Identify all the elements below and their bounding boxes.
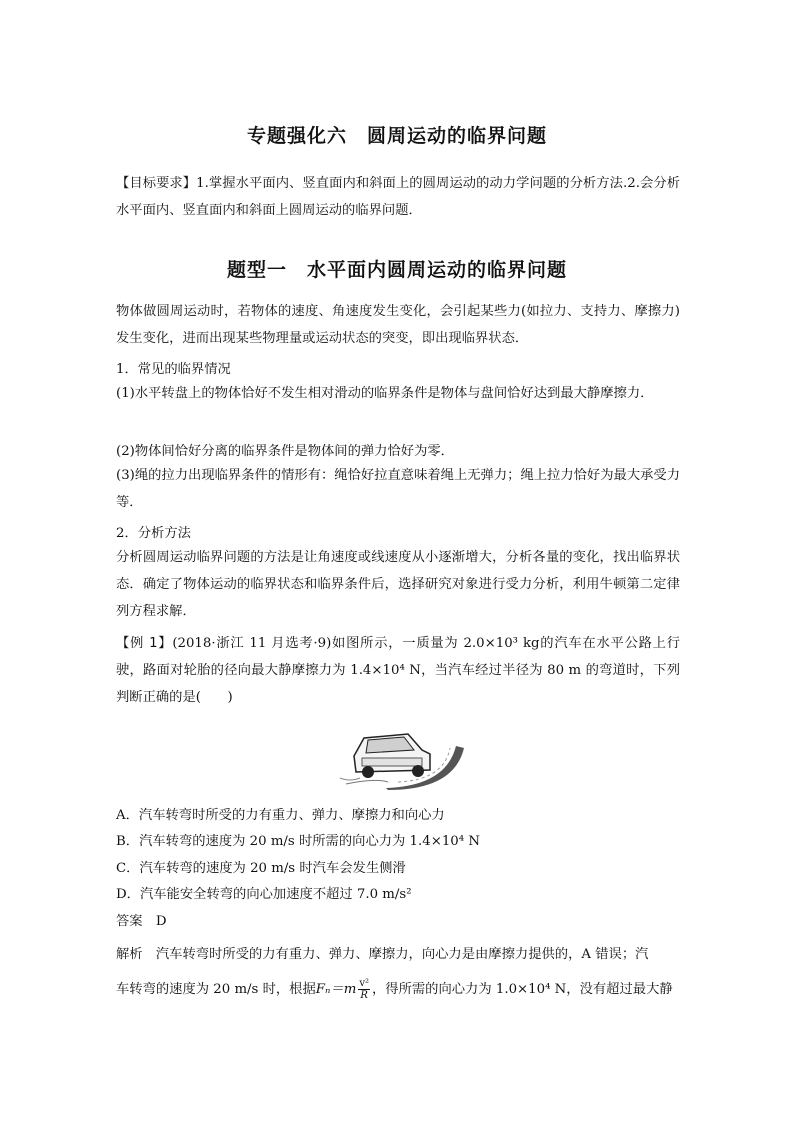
- example-1: [116, 630, 680, 711]
- option-c: C．汽车转弯的速度为 20 m/s 时汽车会发生侧滑: [116, 861, 406, 876]
- case-3: (3)绳的拉力出现临界条件的情形有：绳恰好拉直意味着绳上无弹力；绳上拉力恰好为最大承受力等．: [116, 468, 681, 510]
- example-tag: 【例 1】: [116, 636, 173, 651]
- method-paragraph: 分析圆周运动临界问题的方法是让角速度或线速度从小逐渐增大，分析各量的变化，找出临界状态．确定了物体运动的临界状态和临界条件后，选择研究对象进行受力分析，利用牛顿第二定律列方程求解．: [116, 550, 680, 619]
- section-title: 题型一 水平面内圆周运动的临界问题: [226, 259, 567, 281]
- formula-lhs: Fₙ＝m: [315, 982, 357, 997]
- learning-goals: [116, 170, 680, 224]
- analysis-line-1: 解析 汽车转弯时所受的力有重力、弹力、摩擦力，向心力是由摩擦力提供的，A 错误；汽: [116, 947, 649, 962]
- goals-tag: 【目标要求】: [116, 176, 197, 191]
- formula-fraction: [358, 978, 370, 1001]
- heading-critical-cases: 1．常见的临界情况: [116, 362, 231, 377]
- analysis-line-2: [116, 978, 682, 1001]
- heading-method: 2．分析方法: [116, 526, 191, 541]
- intro-paragraph: 物体做圆周运动时，若物体的速度、角速度发生变化，会引起某些力(如拉力、支持力、摩擦力)发生变化，进而出现某些物理量或运动状态的突变，即出现临界状态．: [116, 304, 680, 346]
- case-2: (2)物体间恰好分离的临界条件是物体间的弹力恰好为零．: [116, 444, 454, 459]
- goals-text: 1.掌握水平面内、竖直面内和斜面上的圆周运动的动力学问题的分析方法.2.会分析水平面内、竖直面内和斜面上圆周运动的临界问题．: [116, 176, 680, 218]
- page-title: 专题强化六 圆周运动的临界问题: [246, 125, 547, 147]
- option-d: D．汽车能安全转弯的向心加速度不超过 7.0 m/s²: [116, 887, 412, 902]
- analysis-text-a: 车转弯的速度为 20 m/s 时，根据: [116, 982, 316, 997]
- formula-denominator: R: [360, 990, 368, 1001]
- option-b: B．汽车转弯的速度为 20 m/s 时所需的向心力为 1.4×10⁴ N: [116, 834, 480, 849]
- analysis-text-b: ，得所需的向心力为 1.0×10⁴ N，没有超过最大静: [371, 982, 673, 997]
- case-1: (1)水平转盘上的物体恰好不发生相对滑动的临界条件是物体与盘间恰好达到最大静摩擦力．: [116, 386, 654, 401]
- example-text: (2018·浙江 11 月选考·9)如图所示，一质量为 2.0×10³ kg的汽车在水平公路上行驶，路面对轮胎的径向最大静摩擦力为 1.4×10⁴ N，当汽车经过半径为 80 m 的弯道时，下列判断正确的是( ): [116, 636, 681, 705]
- answer: 答案 D: [116, 914, 167, 929]
- option-a: A．汽车转弯时所受的力有重力、弹力、摩擦力和向心力: [116, 808, 445, 823]
- formula-numerator: v²: [359, 978, 369, 989]
- car-on-curve-figure: [326, 726, 466, 790]
